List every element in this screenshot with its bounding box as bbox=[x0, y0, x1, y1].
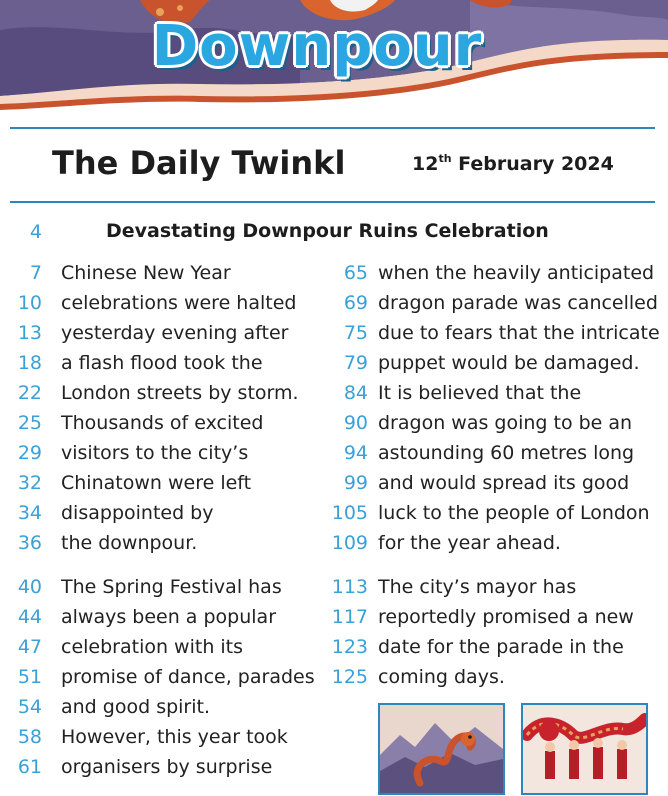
article-line: always been a popular bbox=[61, 606, 277, 628]
article-line: due to fears that the intricate bbox=[378, 322, 660, 344]
line-number: 34 bbox=[17, 502, 42, 524]
article-line: celebrations were halted bbox=[61, 292, 297, 314]
article-headline: Devastating Downpour Ruins Celebration bbox=[106, 220, 549, 242]
article-line: organisers by surprise bbox=[61, 756, 273, 778]
article-line: It is believed that the bbox=[378, 382, 582, 404]
line-number: 69 bbox=[343, 292, 368, 314]
article-line: The Spring Festival has bbox=[61, 576, 282, 598]
line-number: 4 bbox=[29, 221, 42, 243]
line-number: 75 bbox=[343, 322, 368, 344]
article-line: and good spirit. bbox=[61, 696, 211, 718]
line-number: 25 bbox=[17, 412, 42, 434]
article-line: the downpour. bbox=[61, 532, 198, 554]
line-number: 7 bbox=[29, 262, 42, 284]
article-line: Thousands of excited bbox=[61, 412, 264, 434]
line-number: 105 bbox=[331, 502, 368, 524]
article-line: Chinatown were left bbox=[61, 472, 252, 494]
masthead-top-rule bbox=[10, 127, 655, 129]
masthead-bottom-rule bbox=[10, 201, 655, 203]
line-number: 47 bbox=[17, 636, 42, 658]
article-line: dragon was going to be an bbox=[378, 412, 633, 434]
line-number: 29 bbox=[17, 442, 42, 464]
banner-title: Downpour bbox=[151, 14, 483, 79]
line-number: 51 bbox=[17, 666, 42, 688]
line-number: 18 bbox=[17, 352, 42, 374]
line-number: 125 bbox=[331, 666, 368, 688]
article-line: date for the parade in the bbox=[378, 636, 624, 658]
line-number: 79 bbox=[343, 352, 368, 374]
line-number: 44 bbox=[17, 606, 42, 628]
line-number: 117 bbox=[331, 606, 368, 628]
article-line: when the heavily anticipated bbox=[378, 262, 655, 284]
article-line: yesterday evening after bbox=[61, 322, 289, 344]
line-number: 22 bbox=[17, 382, 42, 404]
article-line: puppet would be damaged. bbox=[378, 352, 640, 374]
date-month-year: February 2024 bbox=[451, 153, 614, 175]
line-number: 32 bbox=[17, 472, 42, 494]
newspaper-name: The Daily Twinkl bbox=[52, 144, 346, 182]
date-suffix: th bbox=[438, 152, 452, 165]
dragon-mountain-picture bbox=[378, 703, 505, 795]
article-line: coming days. bbox=[378, 666, 505, 688]
article-line: visitors to the city’s bbox=[61, 442, 249, 464]
article-line: The city’s mayor has bbox=[378, 576, 577, 598]
article-line: astounding 60 metres long bbox=[378, 442, 635, 464]
line-number: 54 bbox=[17, 696, 42, 718]
line-number: 109 bbox=[331, 532, 368, 554]
line-number: 61 bbox=[17, 756, 42, 778]
line-number: 90 bbox=[343, 412, 368, 434]
header-banner bbox=[0, 0, 668, 110]
newspaper-date bbox=[412, 152, 614, 175]
article-line: dragon parade was cancelled bbox=[378, 292, 658, 314]
article-line: and would spread its good bbox=[378, 472, 630, 494]
article-line: London streets by storm. bbox=[61, 382, 299, 404]
line-number: 94 bbox=[343, 442, 368, 464]
dragon-parade-picture bbox=[521, 703, 648, 795]
line-number: 113 bbox=[331, 576, 368, 598]
line-number: 99 bbox=[343, 472, 368, 494]
date-day: 12 bbox=[412, 153, 439, 175]
line-number: 84 bbox=[343, 382, 368, 404]
line-number: 36 bbox=[17, 532, 42, 554]
article-line: a flash flood took the bbox=[61, 352, 263, 374]
article-line: Chinese New Year bbox=[61, 262, 231, 284]
article-line: for the year ahead. bbox=[378, 532, 561, 554]
line-number: 13 bbox=[17, 322, 42, 344]
article-line: reportedly promised a new bbox=[378, 606, 634, 628]
line-number: 123 bbox=[331, 636, 368, 658]
line-number: 65 bbox=[343, 262, 368, 284]
article-line: promise of dance, parades bbox=[61, 666, 315, 688]
line-number: 40 bbox=[17, 576, 42, 598]
article-line: However, this year took bbox=[61, 726, 288, 748]
article-line: disappointed by bbox=[61, 502, 214, 524]
article-line: luck to the people of London bbox=[378, 502, 650, 524]
line-number: 58 bbox=[17, 726, 42, 748]
article-line: celebration with its bbox=[61, 636, 244, 658]
line-number: 10 bbox=[17, 292, 42, 314]
